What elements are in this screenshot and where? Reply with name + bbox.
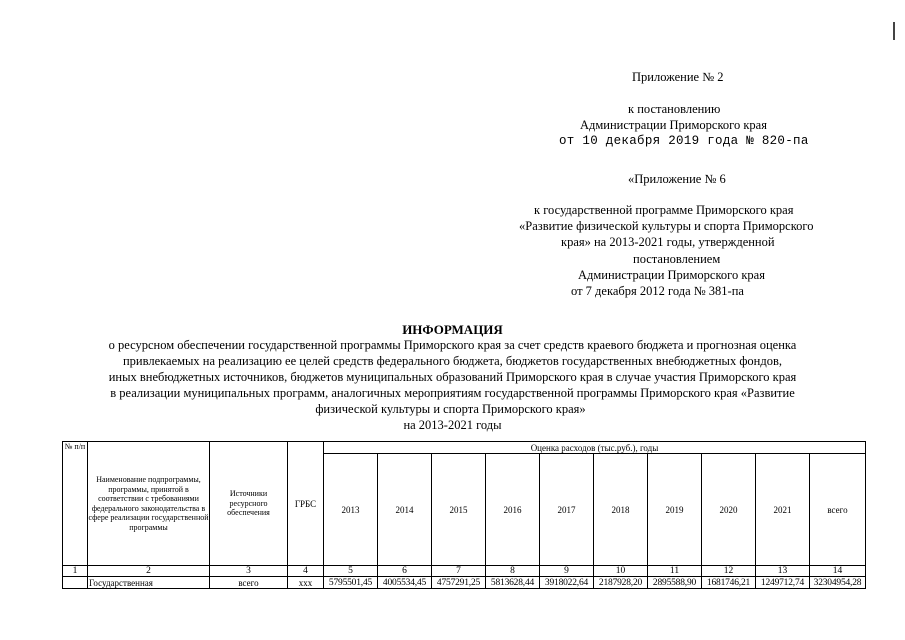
col-number: 12: [702, 566, 756, 577]
row-value: 1681746,21: [702, 577, 756, 589]
info-line-6: на 2013-2021 годы: [403, 418, 502, 432]
row-value-total: 32304954,28: [810, 577, 866, 589]
row-value: 5813628,44: [486, 577, 540, 589]
year-header-total: всего: [810, 454, 866, 566]
col-number: 2: [88, 566, 210, 577]
col-number: 10: [594, 566, 648, 577]
header-source: Источники ресурсного обеспечения: [210, 442, 288, 566]
col-number: 4: [288, 566, 324, 577]
row-name: Государственная: [88, 577, 210, 589]
appendix6-title: «Приложение № 6: [628, 172, 726, 186]
appendix6-line-2: к государственной программе Приморского края: [534, 203, 794, 217]
col-number: 11: [648, 566, 702, 577]
year-header: 2015: [432, 454, 486, 566]
table-row: [63, 577, 866, 589]
appendix6-line-7: от 7 декабря 2012 года № 381-па: [571, 284, 744, 298]
col-number: 9: [540, 566, 594, 577]
col-number: 7: [432, 566, 486, 577]
info-title: ИНФОРМАЦИЯ: [402, 322, 503, 337]
row-value: 2895588,90: [648, 577, 702, 589]
year-header: 2020: [702, 454, 756, 566]
col-number: 8: [486, 566, 540, 577]
page-edge-mark: [893, 22, 895, 40]
col-number: 13: [756, 566, 810, 577]
col-number: 14: [810, 566, 866, 577]
appendix-line-2: к постановлению: [628, 102, 721, 116]
appendix-date: от 10 декабря 2019 года № 820-па: [559, 134, 809, 148]
row-num: [63, 577, 88, 589]
appendix-line-3: Администрации Приморского края: [580, 118, 767, 132]
year-header: 2019: [648, 454, 702, 566]
year-header: 2021: [756, 454, 810, 566]
row-grbs: ххх: [288, 577, 324, 589]
appendix6-line-5: постановлением: [633, 252, 721, 266]
info-line-2: привлекаемых на реализацию ее целей средств федерального бюджета, бюджетов государственных внебюджетных фондов,: [122, 354, 783, 368]
appendix6-line-3: «Развитие физической культуры и спорта Приморского: [519, 219, 814, 233]
header-estimate: Оценка расходов (тыс.руб.), годы: [324, 442, 866, 454]
year-header: 2014: [378, 454, 432, 566]
appendix6-line-6: Администрации Приморского края: [578, 268, 765, 282]
header-grbs: ГРБС: [288, 442, 324, 566]
col-number: 6: [378, 566, 432, 577]
header-name: Наименование подпрограммы, программы, принятой в соответствии с требованиями федерального законодательства в сфере реализации государственной программы: [88, 442, 210, 566]
col-number: 5: [324, 566, 378, 577]
appendix6-line-4: края» на 2013-2021 годы, утвержденной: [561, 235, 775, 249]
appendix-title: Приложение № 2: [632, 70, 724, 84]
info-line-4: в реализации муниципальных программ, аналогичных мероприятиям государственной программы Приморского края «Развитие: [110, 386, 795, 400]
row-value: 4757291,25: [432, 577, 486, 589]
info-line-3: иных внебюджетных источников, бюджетов муниципальных образований Приморского края в случае участия Приморского края: [108, 370, 797, 384]
info-line-5: физической культуры и спорта Приморского края»: [315, 402, 586, 416]
row-value: 4005534,45: [378, 577, 432, 589]
year-header: 2018: [594, 454, 648, 566]
row-value: 5795501,45: [324, 577, 378, 589]
info-line-1: о ресурсном обеспечении государственной программы Приморского края за счет средств краевого бюджета и прогнозная оценка: [108, 338, 797, 352]
col-number: 3: [210, 566, 288, 577]
year-header: 2016: [486, 454, 540, 566]
col-number: 1: [63, 566, 88, 577]
row-value: 1249712,74: [756, 577, 810, 589]
year-header: 2013: [324, 454, 378, 566]
year-header: 2017: [540, 454, 594, 566]
row-value: 3918022,64: [540, 577, 594, 589]
resource-table: [62, 441, 866, 589]
row-value: 2187928,20: [594, 577, 648, 589]
row-source: всего: [210, 577, 288, 589]
header-num: № п/п: [63, 442, 88, 566]
